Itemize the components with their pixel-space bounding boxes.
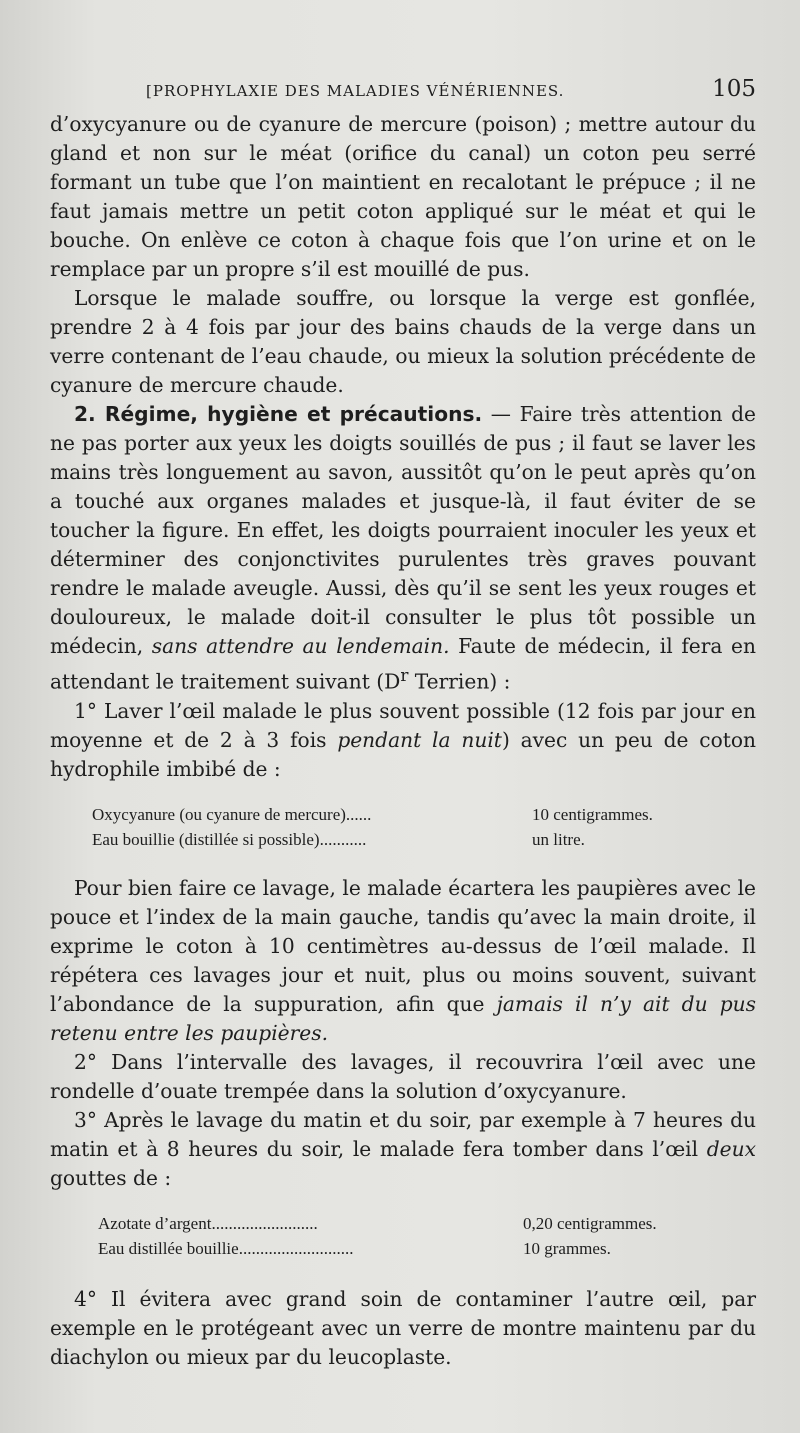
paragraph: 2. Régime, hygiène et précautions. — Faire très attention de ne pas porter aux yeux les doigts souillés de pus ; il faut se laver les mains très longuement au savon, aussitôt qu’on le peut après qu’on a touché aux organes malades et jusque-là, il faut éviter de se toucher la figure. En effet, les doigts pourraient inoculer les yeux et déterminer des conjonctivites purulentes très graves pouvant rendre le malade aveugle. Aussi, dès qu’il se sent les yeux rouges et douloureux, le malade doit-il consulter le plus tôt possible un médecin, sans attendre au lendemain. Faute de médecin, il fera en attendant le traitement suivant ($D^r$ Terrien) : [50, 402, 757, 694]
ingredient: Azotate d’argent......................... [98, 1213, 318, 1233]
quantity: 10 grammes. [523, 1238, 611, 1258]
running-title: [PROPHYLAXIE DES MALADIES VÉNÉRIENNES. [146, 82, 565, 100]
quantity: 10 centigrammes. [532, 804, 653, 824]
paragraph: 4° Il évitera avec grand soin de contaminer l’autre œil, par exemple en le protégeant avec un verre de montre maintenu par du diachylon ou mieux par du leucoplaste. [50, 1286, 756, 1369]
prescription-row [92, 802, 756, 827]
quantity: un litre. [532, 829, 585, 849]
paragraph: 3° Après le lavage du matin et du soir, par exemple à 7 heures du matin et à 8 heures du soir, le malade fera tomber dans l’œil deux gouttes de : [50, 1107, 756, 1190]
paragraph: 1° Laver l’œil malade le plus souvent possible (12 fois par jour en moyenne et de 2 à 3 fois pendant la nuit) avec un peu de coton hydrophile imbibé de : [50, 698, 756, 781]
prescription-row [98, 1236, 756, 1261]
ingredient: Oxycyanure (ou cyanure de mercure)...... [92, 804, 372, 824]
ingredient: Eau distillée bouillie........................... [98, 1238, 354, 1258]
prescription-list [92, 802, 756, 852]
quantity: 0,20 centigrammes. [523, 1213, 657, 1233]
page-number: 105 [712, 76, 756, 102]
ingredient: Eau bouillie (distillée si possible)........... [92, 829, 367, 849]
page-header [50, 76, 756, 102]
paragraph: Lorsque le malade souffre, ou lorsque la verge est gonflée, prendre 2 à 4 fois par jour des bains chauds de la verge dans un verre contenant de l’eau chaude, ou mieux la solution précédente de cyanure de mercure chaude. [50, 286, 756, 397]
section-heading: 2. Régime, hygiène et précautions. [74, 402, 483, 426]
paragraph: d’oxycyanure ou de cyanure de mercure (poison) ; mettre autour du gland et non sur le méat (orifice du canal) un coton peu serré formant un tube que l’on maintient en recalotant le prépuce ; il ne faut jamais mettre un petit coton appliqué sur le méat et qui le bouche. On enlève ce coton à chaque fois que l’on urine et on le remplace par un propre s’il est mouillé de pus. [50, 112, 756, 281]
paragraph: Pour bien faire ce lavage, le malade écartera les paupières avec le pouce et l’index de la main gauche, tandis qu’avec la main droite, il exprime le coton à 10 centimètres au-dessus de l’œil malade. Il répétera ces lavages jour et nuit, plus ou moins souvent, suivant l’abondance de la suppuration, afin que jamais il n’y ait du pus retenu entre les paupières. [50, 875, 756, 1045]
paragraph: 2° Dans l’intervalle des lavages, il recouvrira l’œil avec une rondelle d’ouate trempée dans la solution d’oxycyanure. [50, 1049, 756, 1103]
prescription-row [92, 827, 756, 852]
prescription-row [98, 1211, 756, 1236]
prescription-list [98, 1211, 756, 1261]
